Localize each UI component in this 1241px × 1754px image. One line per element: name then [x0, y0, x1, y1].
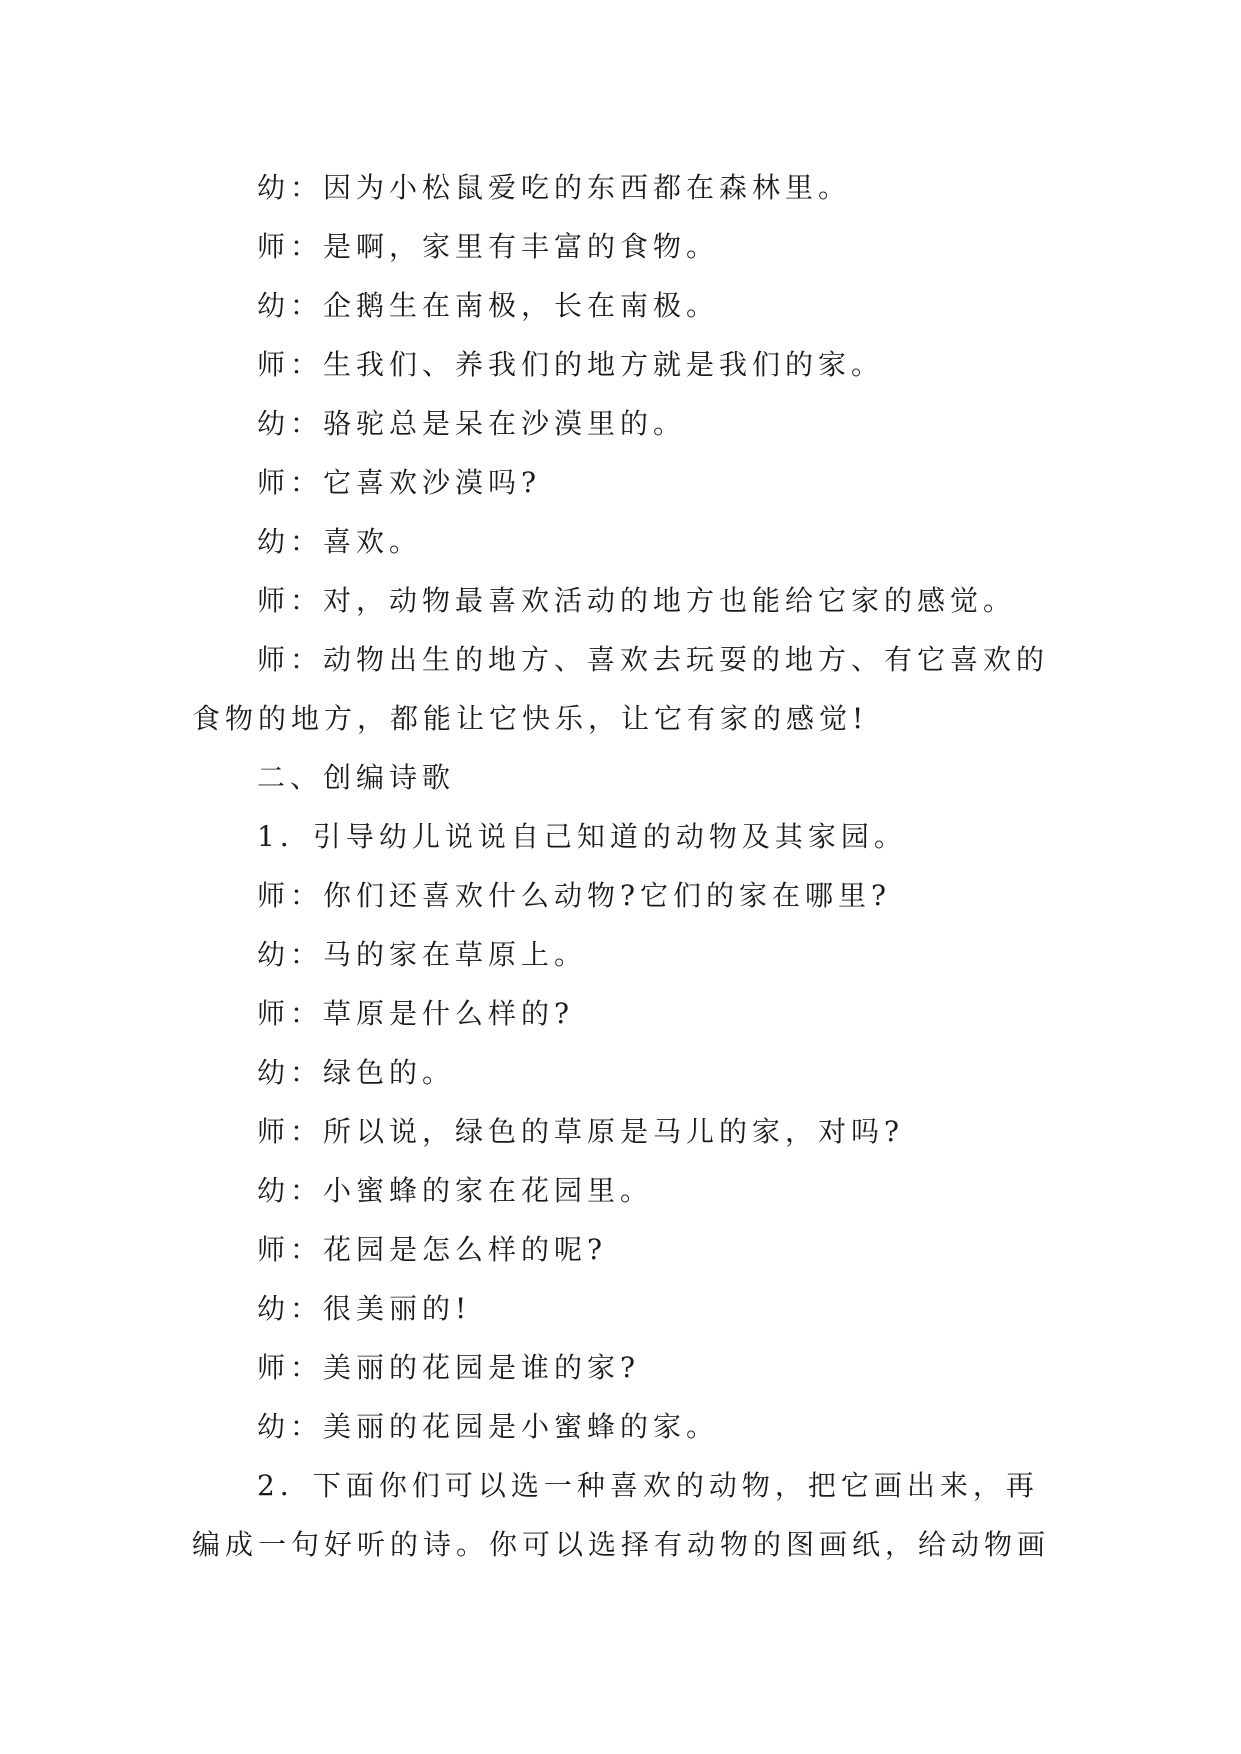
paragraph-line: 幼：骆驼总是呆在沙漠里的。 — [257, 407, 687, 440]
paragraph-line: 幼：小蜜蜂的家在花园里。 — [257, 1174, 654, 1207]
paragraph-continuation-line: 食物的地方，都能让它快乐，让它有家的感觉! — [192, 702, 869, 735]
paragraph-line: 师：所以说，绿色的草原是马儿的家，对吗? — [257, 1115, 905, 1148]
paragraph-line: 幼：企鹅生在南极，长在南极。 — [257, 289, 720, 322]
paragraph-line: 幼：绿色的。 — [257, 1056, 456, 1089]
section-heading: 二、创编诗歌 — [257, 761, 456, 794]
paragraph-line: 师：草原是什么样的? — [257, 997, 575, 1030]
paragraph-line: 幼：马的家在草原上。 — [257, 938, 588, 971]
paragraph-line: 师：它喜欢沙漠吗? — [257, 466, 542, 499]
document-body — [192, 158, 1054, 1574]
paragraph-line: 师：美丽的花园是谁的家? — [257, 1351, 641, 1384]
paragraph-line: 师：花园是怎么样的呢? — [257, 1233, 608, 1266]
paragraph-line: 师：对，动物最喜欢活动的地方也能给它家的感觉。 — [257, 584, 1017, 617]
paragraph-line: 幼：很美丽的! — [257, 1292, 472, 1325]
paragraph-line: 师：是啊，家里有丰富的食物。 — [257, 230, 720, 263]
paragraph-line: 幼：因为小松鼠爱吃的东西都在森林里。 — [257, 171, 852, 204]
numbered-item: 1．引导幼儿说说自己知道的动物及其家园。 — [257, 820, 907, 853]
paragraph-line: 师：生我们、养我们的地方就是我们的家。 — [257, 348, 885, 381]
paragraph-line: 师：动物出生的地方、喜欢去玩耍的地方、有它喜欢的 — [257, 643, 1050, 676]
paragraph-line: 师：你们还喜欢什么动物?它们的家在哪里? — [257, 879, 892, 912]
paragraph-line: 幼：喜欢。 — [257, 525, 423, 558]
paragraph-line: 幼：美丽的花园是小蜜蜂的家。 — [257, 1410, 720, 1443]
paragraph-continuation-line: 编成一句好听的诗。你可以选择有动物的图画纸，给动物画 — [192, 1528, 1051, 1561]
numbered-item: 2．下面你们可以选一种喜欢的动物，把它画出来，再 — [257, 1469, 1039, 1502]
